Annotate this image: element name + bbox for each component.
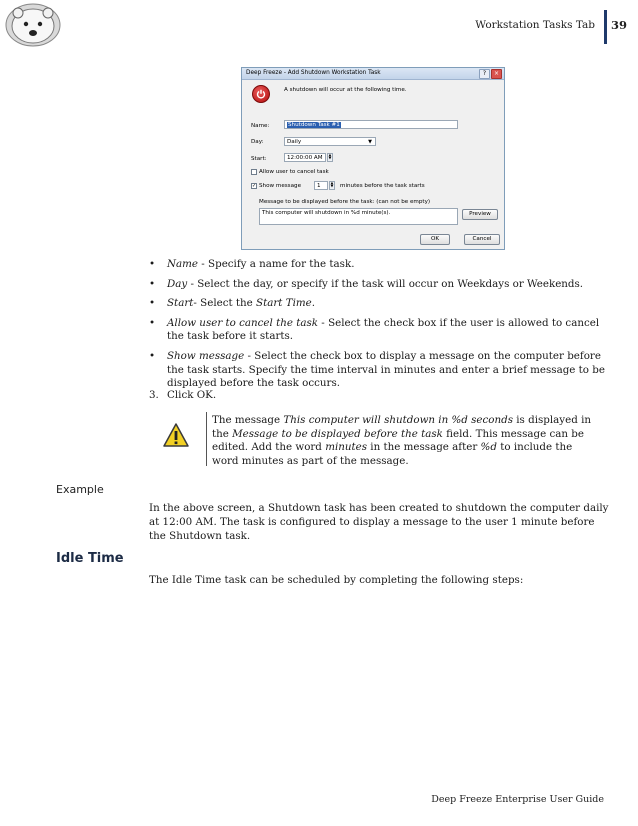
dialog-title: Deep Freeze - Add Shutdown Workstation Task [246,70,381,76]
day-select-value: Daily [287,139,302,145]
add-shutdown-task-dialog [241,67,505,250]
list-item: • Day - Select the day, or specify if the task will occur on Weekdays or Weekends. [149,277,584,290]
list-item: • Allow user to cancel the task - Select the check box if the user is allowed to cancel the task before it starts. [149,316,600,343]
bullet-text: Select the [200,297,257,310]
minutes-spinner[interactable]: ▲ ▼ [330,181,334,188]
start-label: Start: [251,156,267,162]
note-segment: to include the word minutes as part of the message. [212,441,573,467]
bullet-term: Name [167,258,199,270]
minutes-input[interactable] [314,181,328,190]
chevron-down-icon: ▼ [368,139,372,145]
bullet-term: Day [167,277,188,290]
show-message-label: Show message [259,183,302,189]
page-number: 39 [611,18,628,32]
step-text: Click OK. [167,389,217,401]
name-input[interactable] [284,120,458,129]
allow-cancel-label: Allow user to cancel task [259,169,329,175]
bullet-text: Specify a name for the task. [208,258,355,270]
message-value: This computer will shutdown in %d minute(s). [262,210,391,216]
note-text [212,414,602,468]
cancel-button[interactable]: Cancel [464,234,500,245]
help-icon[interactable]: ? [479,69,490,79]
bullet-separator: - [187,277,198,290]
field-description-list [149,258,609,397]
note-italic: minutes [325,441,368,454]
header-divider [604,10,607,44]
bullet-separator: - [244,349,255,362]
start-time-input[interactable] [284,153,326,162]
header-title: Workstation Tasks Tab [475,19,595,31]
power-icon [252,85,270,103]
bullet-term: Allow user to cancel the task [167,316,319,329]
note-divider [206,412,207,466]
example-heading: Example [56,483,104,496]
name-label: Name: [251,123,270,129]
bullet-italic-extra: Start Time [256,297,312,310]
dialog-titlebar [242,68,504,80]
close-icon[interactable]: × [491,69,502,79]
note-segment: field. This message can be edited. Add the word [212,427,584,454]
show-message-checkbox[interactable]: ✓ [252,183,257,189]
note-italic: %d [480,441,497,454]
message-textarea[interactable] [259,208,458,225]
note-italic: This computer will shutdown in %d seconds [283,414,513,426]
ok-button[interactable]: OK [420,234,450,245]
warning-icon [162,422,190,452]
idle-time-heading: Idle Time [56,551,124,566]
day-select[interactable] [284,137,376,146]
list-item: • Start- Select the Start Time. [149,297,315,310]
bullet-term: Show message [167,349,245,362]
day-label: Day: [251,139,264,145]
bullet-text: Select the check box if the user is allowed to cancel the task before it starts. [167,316,600,343]
start-time-spinner[interactable]: ▲ ▼ [328,153,332,160]
minutes-suffix-label: minutes before the task starts [340,183,425,189]
list-item: • Show message - Select the check box to display a message on the computer before the task starts. Specify the time interval in minutes and enter a brief message to be displayed before the task occurs. [149,349,605,390]
bullet-separator: - [198,258,209,270]
idle-time-text: The Idle Time task can be scheduled by completing the following steps: [149,574,524,586]
step-3 [149,389,216,401]
allow-cancel-checkbox[interactable] [251,169,257,175]
name-input-value: Shutdown Task #1 [288,122,340,128]
preview-button[interactable]: Preview [462,209,498,220]
polar-bear-logo-icon [4,2,62,48]
bullet-text: Select the day, or specify if the task will occur on Weekdays or Weekends. [197,277,584,290]
bullet-term: Start [167,297,194,310]
dialog-intro-text: A shutdown will occur at the following time. [284,87,407,93]
note-segment: is displayed in the [212,414,592,440]
list-item: • Name - Specify a name for the task. [149,258,355,270]
minutes-value: 1 [317,183,321,189]
example-text: In the above screen, a Shutdown task has been created to shutdown the computer daily at 12:00 AM. The task is configured to display a message to the user 1 minute before the Shutdown task. [149,502,609,542]
step-number: 3. [149,389,159,401]
note-segment: The message [212,414,284,426]
footer-text: Deep Freeze Enterprise User Guide [431,794,604,805]
bullet-text: Select the check box to display a message on the computer before the task starts. Specify the time interval in minutes and enter a brief message to be displayed before the task occurs. [167,349,605,390]
note-italic: Message to be displayed before the task [232,427,443,440]
start-time-value: 12:00:00 AM [287,155,323,161]
note-segment: in the message after [367,441,481,454]
bullet-separator: - [318,316,329,329]
bullet-separator: - [193,297,201,310]
bullet-tail: . [311,297,315,310]
message-label: Message to be displayed before the task: (can not be empty) [259,199,431,205]
